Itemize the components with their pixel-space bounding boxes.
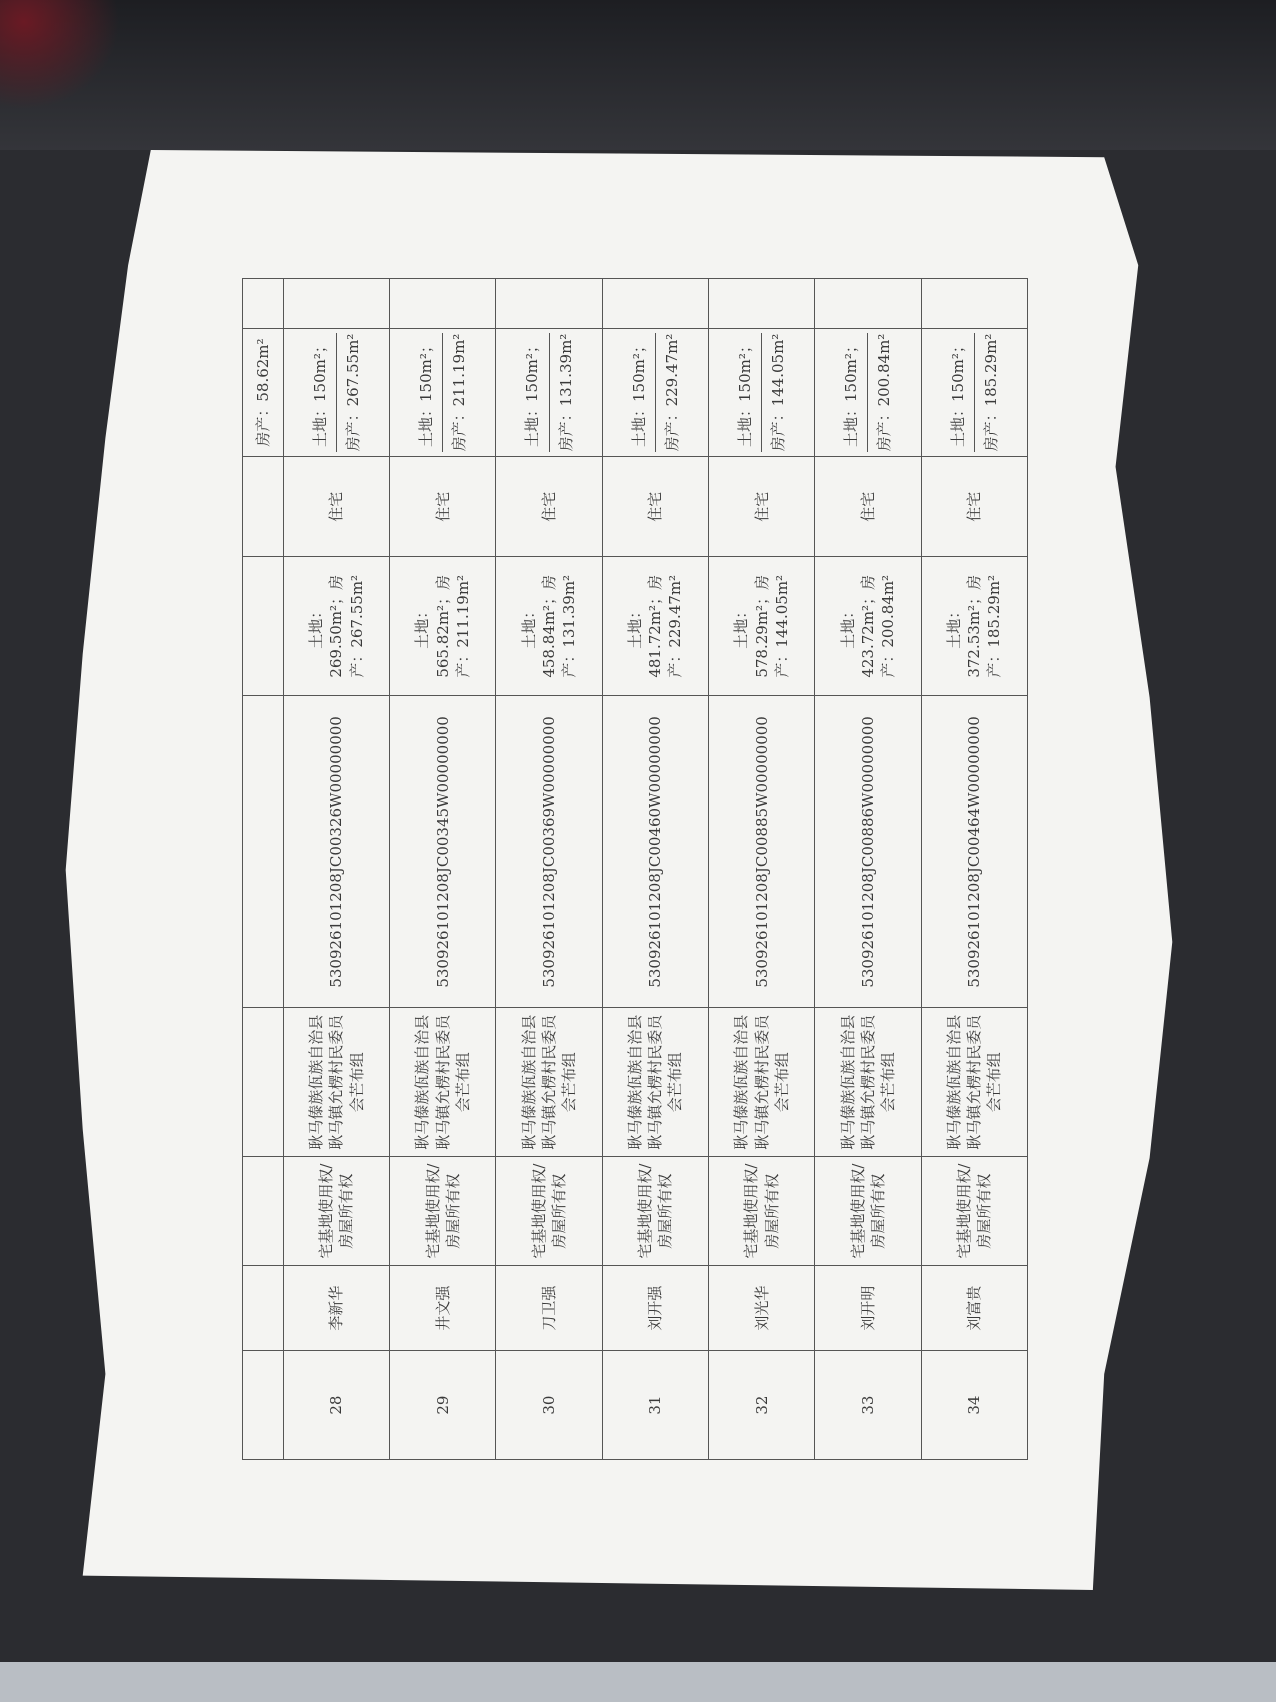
split-house: 房产：131.39m² [556,333,575,452]
split-land: 土地：150m²； [841,333,868,452]
cell-name: 刘开强 [602,1266,708,1351]
cell-no: 34 [921,1351,1027,1460]
table-row [921,279,1027,1460]
cell-location: 耿马傣族佤族自治县耿马镇允楞村民委员会芒布组 [921,1008,1027,1157]
cell-type: 宅基地使用权/房屋所有权 [709,1157,815,1266]
cell-use: 住宅 [602,457,708,557]
cell-end [496,279,602,329]
cell-name [243,1266,284,1351]
cell-name: 刘开明 [815,1266,921,1351]
cell-code: 530926101208JC00369W00000000 [496,696,602,1008]
cell-no: 28 [283,1351,389,1460]
cell-split [709,328,815,456]
cell-use: 住宅 [709,457,815,557]
split-land: 土地：150m²； [522,333,549,452]
cell-type: 宅基地使用权/房屋所有权 [602,1157,708,1266]
split-land: 土地：150m²； [310,333,337,452]
cell-location [243,1008,284,1157]
cell-location: 耿马傣族佤族自治县耿马镇允楞村民委员会芒布组 [602,1008,708,1157]
cell-end [602,279,708,329]
split-land: 土地：150m²； [735,333,762,452]
cell-area: 土地：372.53m²；房产：185.29m² [921,557,1027,696]
cell-end [243,279,284,329]
cell-end [815,279,921,329]
cell-code: 530926101208JC00460W00000000 [602,696,708,1008]
cell-use: 住宅 [921,457,1027,557]
split-house: 房产：211.19m² [450,333,469,452]
cell-no: 32 [709,1351,815,1460]
table-row [602,279,708,1460]
table-row [709,279,815,1460]
table-row [283,279,389,1460]
background-object [0,0,120,110]
cell-code: 530926101208JC00345W00000000 [390,696,496,1008]
cell-no: 30 [496,1351,602,1460]
cell-area: 土地：423.72m²；房产：200.84m² [815,557,921,696]
cell-use: 住宅 [283,457,389,557]
rotated-table-sheet [242,278,1028,1460]
cell-end [921,279,1027,329]
table-row [390,279,496,1460]
cell-end [709,279,815,329]
cell-location: 耿马傣族佤族自治县耿马镇允楞村民委员会芒布组 [390,1008,496,1157]
cell-code: 530926101208JC00886W00000000 [815,696,921,1008]
cell-area: 土地：481.72m²；房产：229.47m² [602,557,708,696]
cell-end [283,279,389,329]
table-row [815,279,921,1460]
cell-type [243,1157,284,1266]
cell-area: 土地：269.50m²；房产：267.55m² [283,557,389,696]
cell-location: 耿马傣族佤族自治县耿马镇允楞村民委员会芒布组 [496,1008,602,1157]
cell-area: 土地：578.29m²；房产：144.05m² [709,557,815,696]
cell-code: 530926101208JC00885W00000000 [709,696,815,1008]
cell-use: 住宅 [815,457,921,557]
split-house: 房产：144.05m² [769,333,788,452]
cell-name: 刘富贵 [921,1266,1027,1351]
cell-location: 耿马傣族佤族自治县耿马镇允楞村民委员会芒布组 [709,1008,815,1157]
cell-split [496,328,602,456]
cell-code: 530926101208JC00464W00000000 [921,696,1027,1008]
split-house: 房产：200.84m² [875,333,894,452]
cell-area: 土地：565.82m²；房产：211.19m² [390,557,496,696]
background-top [0,0,1276,150]
cell-type: 宅基地使用权/房屋所有权 [390,1157,496,1266]
cell-use: 住宅 [496,457,602,557]
property-rights-table [242,278,1028,1460]
cell-location: 耿马傣族佤族自治县耿马镇允楞村民委员会芒布组 [283,1008,389,1157]
split-house: 房产：267.55m² [343,333,362,452]
cell-type: 宅基地使用权/房屋所有权 [496,1157,602,1266]
cell-no: 29 [390,1351,496,1460]
cell-area: 土地：458.84m²；房产：131.39m² [496,557,602,696]
cell-name: 李新华 [283,1266,389,1351]
split-land: 土地：150m²； [416,333,443,452]
cell-use: 住宅 [390,457,496,557]
cell-no [243,1351,284,1460]
table-row [496,279,602,1460]
cell-type: 宅基地使用权/房屋所有权 [815,1157,921,1266]
cell-code [243,696,284,1008]
cell-split [283,328,389,456]
split-land: 土地：150m²； [629,333,656,452]
cell-name: 刘光华 [709,1266,815,1351]
cell-name: 井文强 [390,1266,496,1351]
cell-location: 耿马傣族佤族自治县耿马镇允楞村民委员会芒布组 [815,1008,921,1157]
cell-use [243,457,284,557]
background-floor [0,1662,1276,1702]
cell-split [602,328,708,456]
cell-split: 房产：58.62m² [243,328,284,456]
table-row-header [243,279,284,1460]
cell-area [243,557,284,696]
cell-code: 530926101208JC00326W00000000 [283,696,389,1008]
cell-no: 33 [815,1351,921,1460]
cell-name: 刀卫强 [496,1266,602,1351]
cell-split [921,328,1027,456]
split-house: 房产：185.29m² [981,333,1000,452]
cell-split [815,328,921,456]
cell-end [390,279,496,329]
cell-type: 宅基地使用权/房屋所有权 [921,1157,1027,1266]
cell-type: 宅基地使用权/房屋所有权 [283,1157,389,1266]
split-land: 土地：150m²； [948,333,975,452]
cell-no: 31 [602,1351,708,1460]
split-house: 房产：229.47m² [662,333,681,452]
cell-split [390,328,496,456]
